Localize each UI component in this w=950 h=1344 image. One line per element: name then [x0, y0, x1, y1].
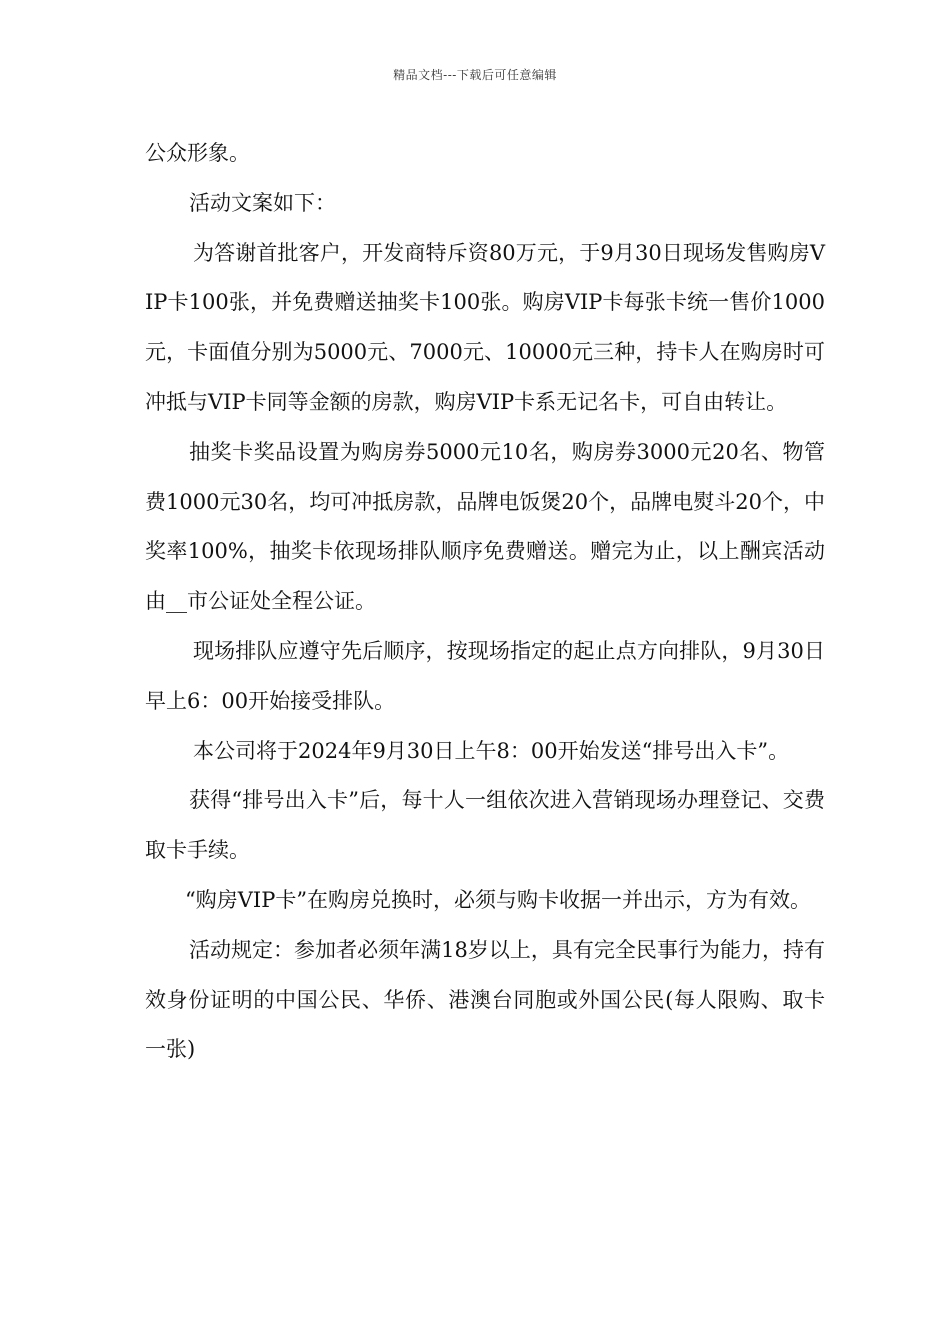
paragraph-lottery-prizes: 抽奖卡奖品设置为购房券5000元10名，购房券3000元20名、物管费1000元30名，均可冲抵房款，品牌电饭煲20个，品牌电熨斗20个，中奖率100%，抽奖卡依现场排队顺序免费赠送。赠完为止，以上酬宾活动由__市公证处全程公证。 — [145, 439, 825, 614]
paragraph-queue-rules: 现场排队应遵守先后顺序，按现场指定的起止点方向排队，9月30日早上6：00开始接受排队。 — [145, 638, 825, 713]
paragraph-redemption: “购房VIP卡”在购房兑换时，必须与购卡收据一并出示，方为有效。 — [185, 887, 812, 912]
paragraph-activity-intro: 活动文案如下： — [189, 190, 336, 215]
paragraph-eligibility: 活动规定：参加者必须年满18岁以上，具有完全民事行为能力，持有效身份证明的中国公民、华侨、港澳台同胞或外国公民(每人限购、取卡一张) — [145, 937, 825, 1062]
paragraph-continuation: 公众形象。 — [145, 141, 250, 165]
paragraph-registration: 获得“排号出入卡”后，每十人一组依次进入营销现场办理登记、交费取卡手续。 — [145, 788, 825, 863]
page-header: 精品文档---下载后可任意编辑 — [393, 68, 557, 82]
document-body — [145, 129, 825, 1075]
paragraph-queue-card: 本公司将于2024年9月30日上午8：00开始发送“排号出入卡”。 — [193, 738, 790, 763]
paragraph-vip-card: 为答谢首批客户，开发商特斥资80万元，于9月30日现场发售购房VIP卡100张，并免费赠送抽奖卡100张。购房VIP卡每张卡统一售价1000元，卡面值分别为5000元、7000元、10000元三种，持卡人在购房时可冲抵与VIP卡同等金额的房款，购房VIP卡系无记名卡，可自由转让。 — [145, 240, 825, 414]
